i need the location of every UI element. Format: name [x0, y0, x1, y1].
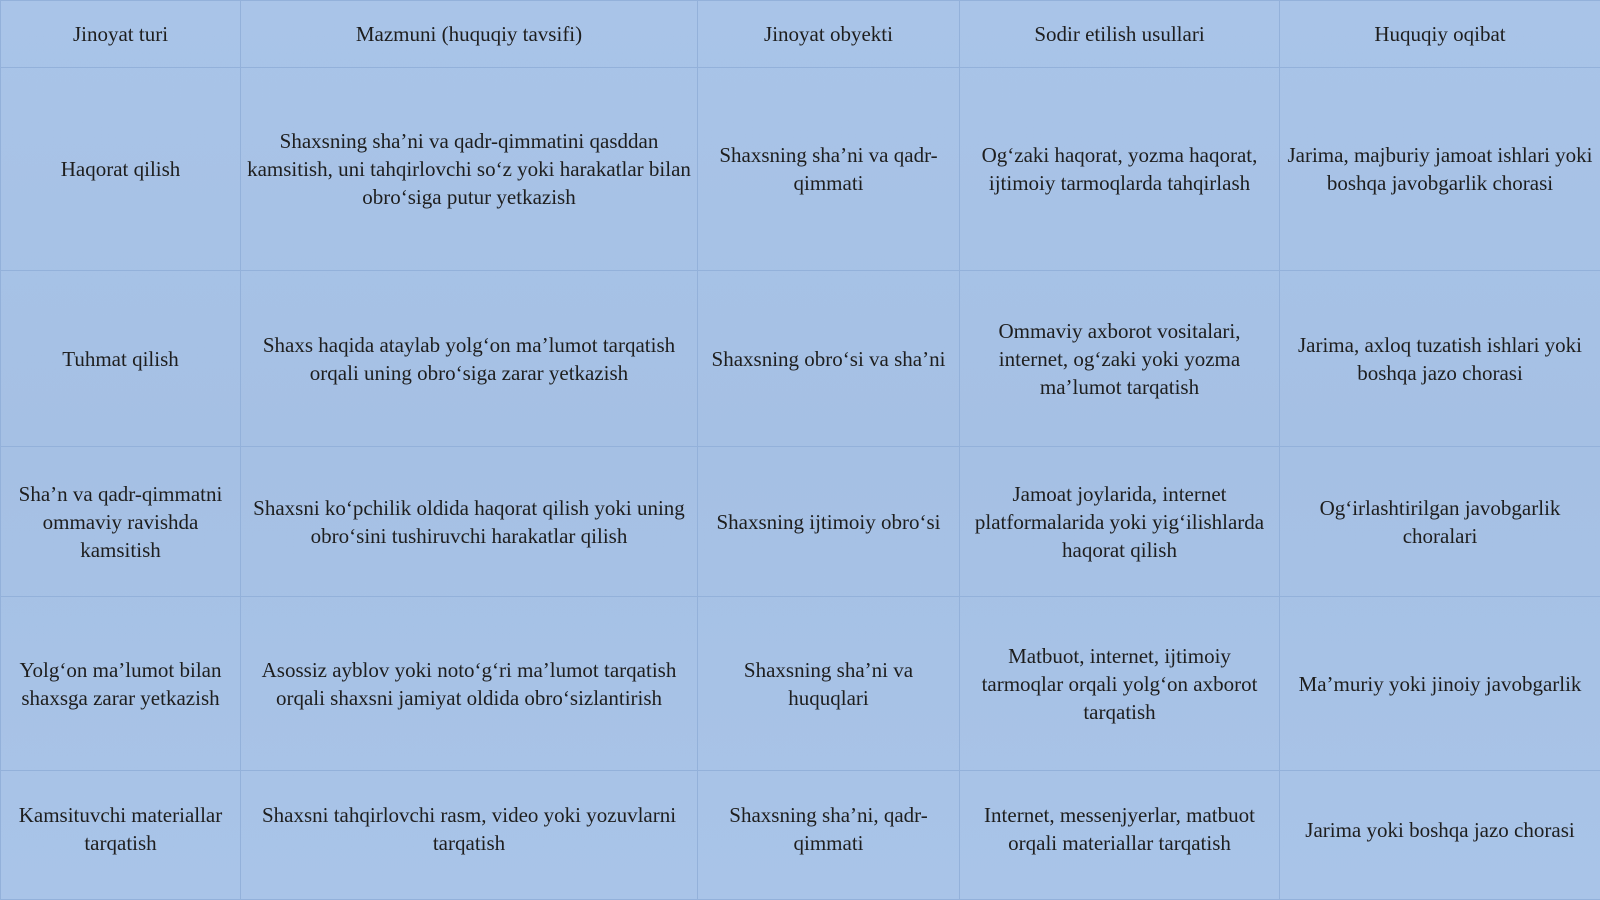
cell-crime-type: Sha’n va qadr-qimmatni ommaviy ravishda kamsitish: [1, 447, 241, 597]
cell-legal-description: Shaxsni tahqirlovchi rasm, video yoki yozuvlarni tarqatish: [241, 771, 698, 900]
cell-legal-consequence: Jarima, majburiy jamoat ishlari yoki boshqa javobgarlik chorasi: [1280, 68, 1600, 271]
cell-crime-type: Tuhmat qilish: [1, 271, 241, 447]
header-legal-consequence: Huquqiy oqibat: [1280, 1, 1600, 68]
cell-crime-type: Yolg‘on ma’lumot bilan shaxsga zarar yetkazish: [1, 597, 241, 771]
header-legal-description: Mazmuni (huquqiy tavsifi): [241, 1, 698, 68]
cell-crime-type: Haqorat qilish: [1, 68, 241, 271]
table-row: [1, 447, 1600, 597]
cell-crime-object: Shaxsning sha’ni, qadr-qimmati: [698, 771, 960, 900]
cell-legal-description: Shaxs haqida ataylab yolg‘on ma’lumot tarqatish orqali uning obro‘siga zarar yetkazish: [241, 271, 698, 447]
table-row: [1, 68, 1600, 271]
cell-commission-methods: Matbuot, internet, ijtimoiy tarmoqlar orqali yolg‘on axborot tarqatish: [960, 597, 1280, 771]
cell-crime-object: Shaxsning obro‘si va sha’ni: [698, 271, 960, 447]
cell-commission-methods: Ommaviy axborot vositalari, internet, og‘zaki yoki yozma ma’lumot tarqatish: [960, 271, 1280, 447]
cell-legal-consequence: Ma’muriy yoki jinoiy javobgarlik: [1280, 597, 1600, 771]
cell-legal-consequence: Og‘irlashtirilgan javobgarlik choralari: [1280, 447, 1600, 597]
cell-crime-object: Shaxsning sha’ni va huquqlari: [698, 597, 960, 771]
table-header-row: [1, 1, 1600, 68]
table-row: [1, 271, 1600, 447]
cell-legal-consequence: Jarima yoki boshqa jazo chorasi: [1280, 771, 1600, 900]
cell-legal-description: Shaxsni ko‘pchilik oldida haqorat qilish yoki uning obro‘sini tushiruvchi harakatlar qilish: [241, 447, 698, 597]
cell-legal-description: Shaxsning sha’ni va qadr-qimmatini qasddan kamsitish, uni tahqirlovchi so‘z yoki harakatlar bilan obro‘siga putur yetkazish: [241, 68, 698, 271]
cell-commission-methods: Og‘zaki haqorat, yozma haqorat, ijtimoiy tarmoqlarda tahqirlash: [960, 68, 1280, 271]
cell-commission-methods: Internet, messenjyerlar, matbuot orqali materiallar tarqatish: [960, 771, 1280, 900]
cell-crime-object: Shaxsning sha’ni va qadr-qimmati: [698, 68, 960, 271]
header-crime-object: Jinoyat obyekti: [698, 1, 960, 68]
cell-commission-methods: Jamoat joylarida, internet platformalarida yoki yig‘ilishlarda haqorat qilish: [960, 447, 1280, 597]
cell-crime-object: Shaxsning ijtimoiy obro‘si: [698, 447, 960, 597]
cell-legal-description: Asossiz ayblov yoki noto‘g‘ri ma’lumot tarqatish orqali shaxsni jamiyat oldida obro‘sizlantirish: [241, 597, 698, 771]
header-crime-type: Jinoyat turi: [1, 1, 241, 68]
cell-legal-consequence: Jarima, axloq tuzatish ishlari yoki boshqa jazo chorasi: [1280, 271, 1600, 447]
cell-crime-type: Kamsituvchi materiallar tarqatish: [1, 771, 241, 900]
table-row: [1, 771, 1600, 900]
table-row: [1, 597, 1600, 771]
header-commission-methods: Sodir etilish usullari: [960, 1, 1280, 68]
